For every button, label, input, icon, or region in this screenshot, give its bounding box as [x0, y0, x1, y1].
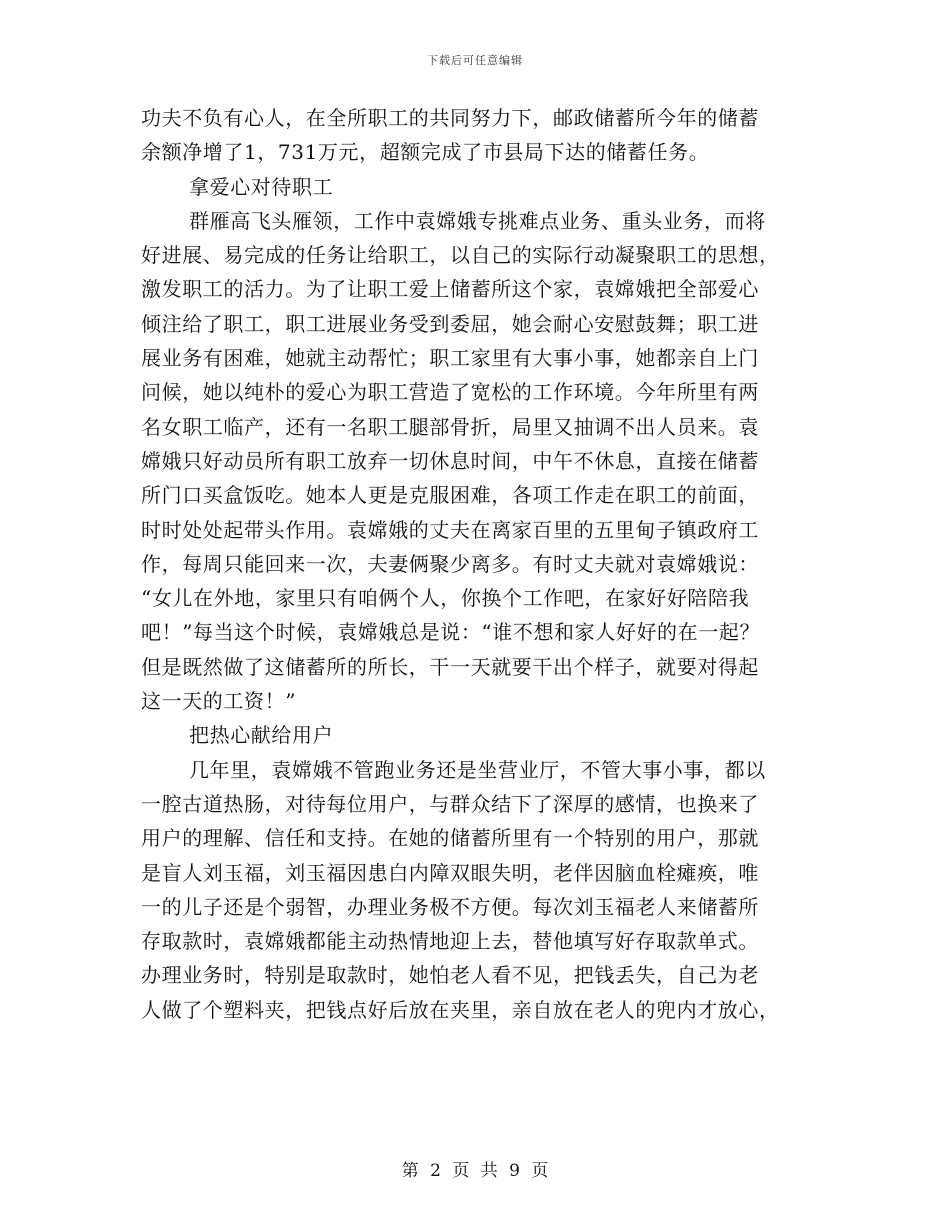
- text-line: 这一天的工资！”: [141, 689, 297, 714]
- text-line: “女儿在外地，家里只有咱俩个人，你换个工作吧，在家好好陪陪我: [141, 586, 750, 611]
- text-line: 作，每周只能回来一次，夫妻俩聚少离多。有时丈夫就对袁嫦娥说：: [141, 551, 759, 576]
- text-line: 好进展、易完成的任务让给职工，以自己的实际行动凝聚职工的思想，: [141, 243, 780, 268]
- page-number: 第 2 页 共 9 页: [401, 1161, 549, 1181]
- text-line: 问候，她以纯朴的爱心为职工营造了宽松的工作环境。今年所里有两: [141, 380, 759, 405]
- text-line: 人做了个塑料夹，把钱点好后放在夹里，亲自放在老人的兜内才放心，: [141, 997, 780, 1022]
- text-line: 拿爱心对待职工: [189, 174, 334, 199]
- text-line: 存取款时，袁嫦娥都能主动热情地迎上去，替他填写好存取款单式。: [141, 929, 759, 954]
- text-line: 功夫不负有心人，在全所职工的共同努力下，邮政储蓄所今年的储蓄: [141, 106, 759, 130]
- text-line: 一的儿子还是个弱智，办理业务极不方便。每次刘玉福老人来储蓄所: [141, 894, 759, 919]
- text-line: 余额净增了1，731万元，超额完成了市县局下达的储蓄任务。: [141, 140, 710, 165]
- text-line: 时时处处起带头作用。袁嫦娥的丈夫在离家百里的五里甸子镇政府工: [141, 517, 759, 542]
- text-line: 激发职工的活力。为了让职工爱上储蓄所这个家，袁嫦娥把全部爱心: [141, 277, 759, 302]
- text-line: 群雁高飞头雁领，工作中袁嫦娥专挑难点业务、重头业务，而将: [189, 208, 766, 233]
- text-line: 吧！”每当这个时候，袁嫦娥总是说：“谁不想和家人好好的在一起？: [141, 620, 761, 645]
- text-line: 用户的理解、信任和支持。在她的储蓄所里有一个特别的用户，那就: [141, 826, 759, 851]
- text-line: 嫦娥只好动员所有职工放弃一切休息时间，中午不休息，直接在储蓄: [141, 448, 759, 473]
- text-line: 展业务有困难，她就主动帮忙；职工家里有大事小事，她都亲自上门: [141, 346, 759, 371]
- text-line: 把热心献给用户: [189, 723, 334, 748]
- text-line: 一腔古道热肠，对待每位用户，与群众结下了深厚的感情，也换来了: [141, 791, 759, 816]
- text-line: 所门口买盒饭吃。她本人更是克服困难，各项工作走在职工的前面，: [141, 483, 759, 508]
- text-line: 是盲人刘玉福，刘玉福因患白内障双眼失明，老伴因脑血栓瘫痪，唯: [141, 860, 759, 885]
- text-line: 办理业务时，特别是取款时，她怕老人看不见，把钱丢失，自己为老: [141, 963, 759, 988]
- text-line: 但是既然做了这储蓄所的所长，干一天就要干出个样子，就要对得起: [141, 654, 759, 679]
- text-line: 几年里，袁嫦娥不管跑业务还是坐营业厅，不管大事小事，都以: [189, 757, 766, 782]
- text-line: 倾注给了职工，职工进展业务受到委屈，她会耐心安慰鼓舞；职工进: [141, 311, 759, 336]
- document-body: [141, 101, 819, 1027]
- text-line: 名女职工临产，还有一名职工腿部骨折，局里又抽调不出人员来。袁: [141, 414, 759, 439]
- page-header: 下载后可任意编辑: [427, 54, 523, 67]
